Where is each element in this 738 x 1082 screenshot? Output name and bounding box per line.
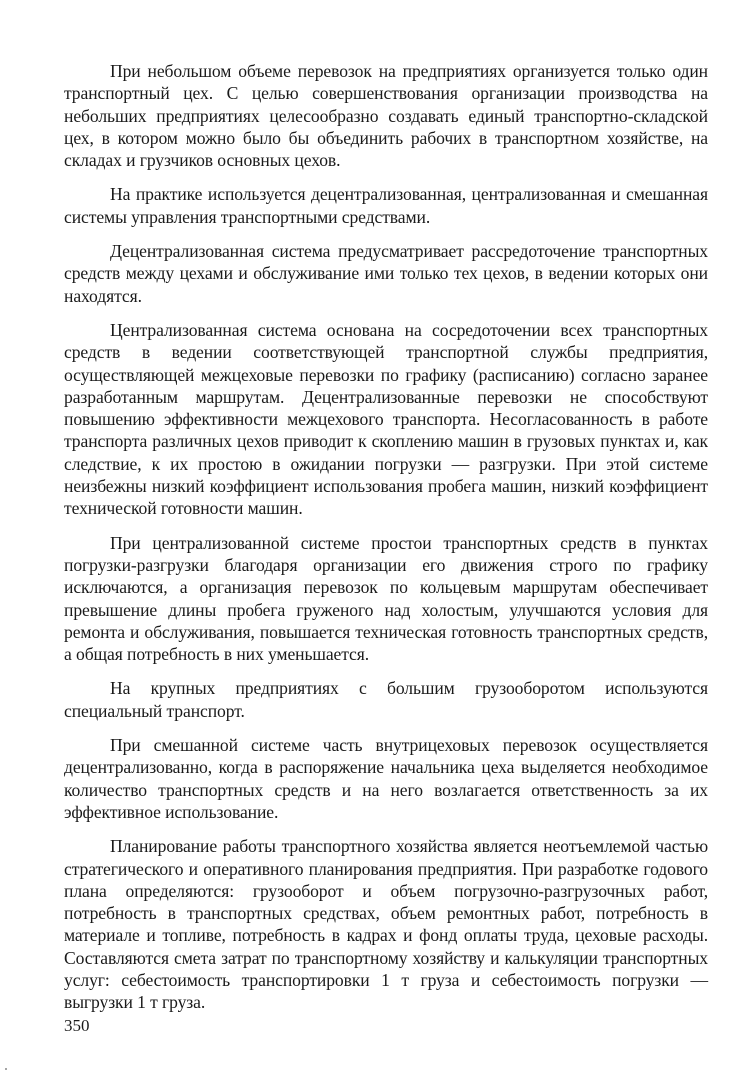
scan-speck <box>5 1068 7 1070</box>
page-number: 350 <box>64 1016 90 1035</box>
paragraph-4: Централизованная система основана на сосредоточении всех транспортных средств в ведении соответствующей транспортной службы предприятия, осуществляющей межцеховые перевозки по графику (расписанию) согласно заранее разработанным маршрутам. Децентрализованные перевозки не способствуют повышению эффективности межцехового транспорта. Несогласованность в работе транспорта различных цехов приводит к скоплению машин в грузовых пунктах и, как следствие, к их простою в ожидании погрузки — разгрузки. При этой системе неизбежны низкий коэффициент использования пробега машин, низкий коэффициент технической готовности машин. <box>64 319 708 519</box>
paragraph-7: При смешанной системе часть внутрицеховых перевозок осуществляется децентрализованно, когда в распоряжение начальника цеха выделяется необходимое количество транспортных средств и на него возлагается ответственность за их эффективное использование. <box>64 735 708 822</box>
document-body <box>64 60 708 1026</box>
paragraph-2: На практике используется децентрализованная, централизованная и смешанная системы управления транспортными средствами. <box>64 184 708 227</box>
paragraph-5: При централизованной системе простои транспортных средств в пунктах погрузки-разгрузки благодаря организации его движения строго по графику исключаются, а организация перевозок по кольцевым маршрутам обеспечивает превышение длины пробега груженого над холостым, улучшаются условия для ремонта и обслуживания, повышается техническая готовность транспортных средств, а общая потребность в них уменьшается. <box>64 532 708 665</box>
paragraph-3: Децентрализованная система предусматривает рассредоточение транспортных средств между цехами и обслуживание ими только тех цехов, в ведении которых они находятся. <box>64 241 708 306</box>
paragraph-6: На крупных предприятиях с большим грузооборотом используются специальный транспорт. <box>64 678 708 721</box>
paragraph-1: При небольшом объеме перевозок на предприятиях организуется только один транспортный цех. С целью совершенствования организации производства на небольших предприятиях целесообразно создавать единый транспортно-складской цех, в котором можно было бы объединить рабочих в транспортном хозяйстве, на складах и грузчиков основных цехов. <box>64 61 708 171</box>
paragraph-8: Планирование работы транспортного хозяйства является неотъемлемой частью стратегического и оперативного планирования предприятия. При разработке годового плана определяются: грузооборот и объем погрузочно-разгрузочных работ, потребность в транспортных средствах, объем ремонтных работ, потребность в материале и топливе, потребность в кадрах и фонд оплаты труда, цеховые расходы. Составляются смета затрат по транспортному хозяйству и калькуляции транспортных услуг: себестоимость транспортировки 1 т груза и себестоимость погрузки — выгрузки 1 т груза. <box>64 836 708 1013</box>
